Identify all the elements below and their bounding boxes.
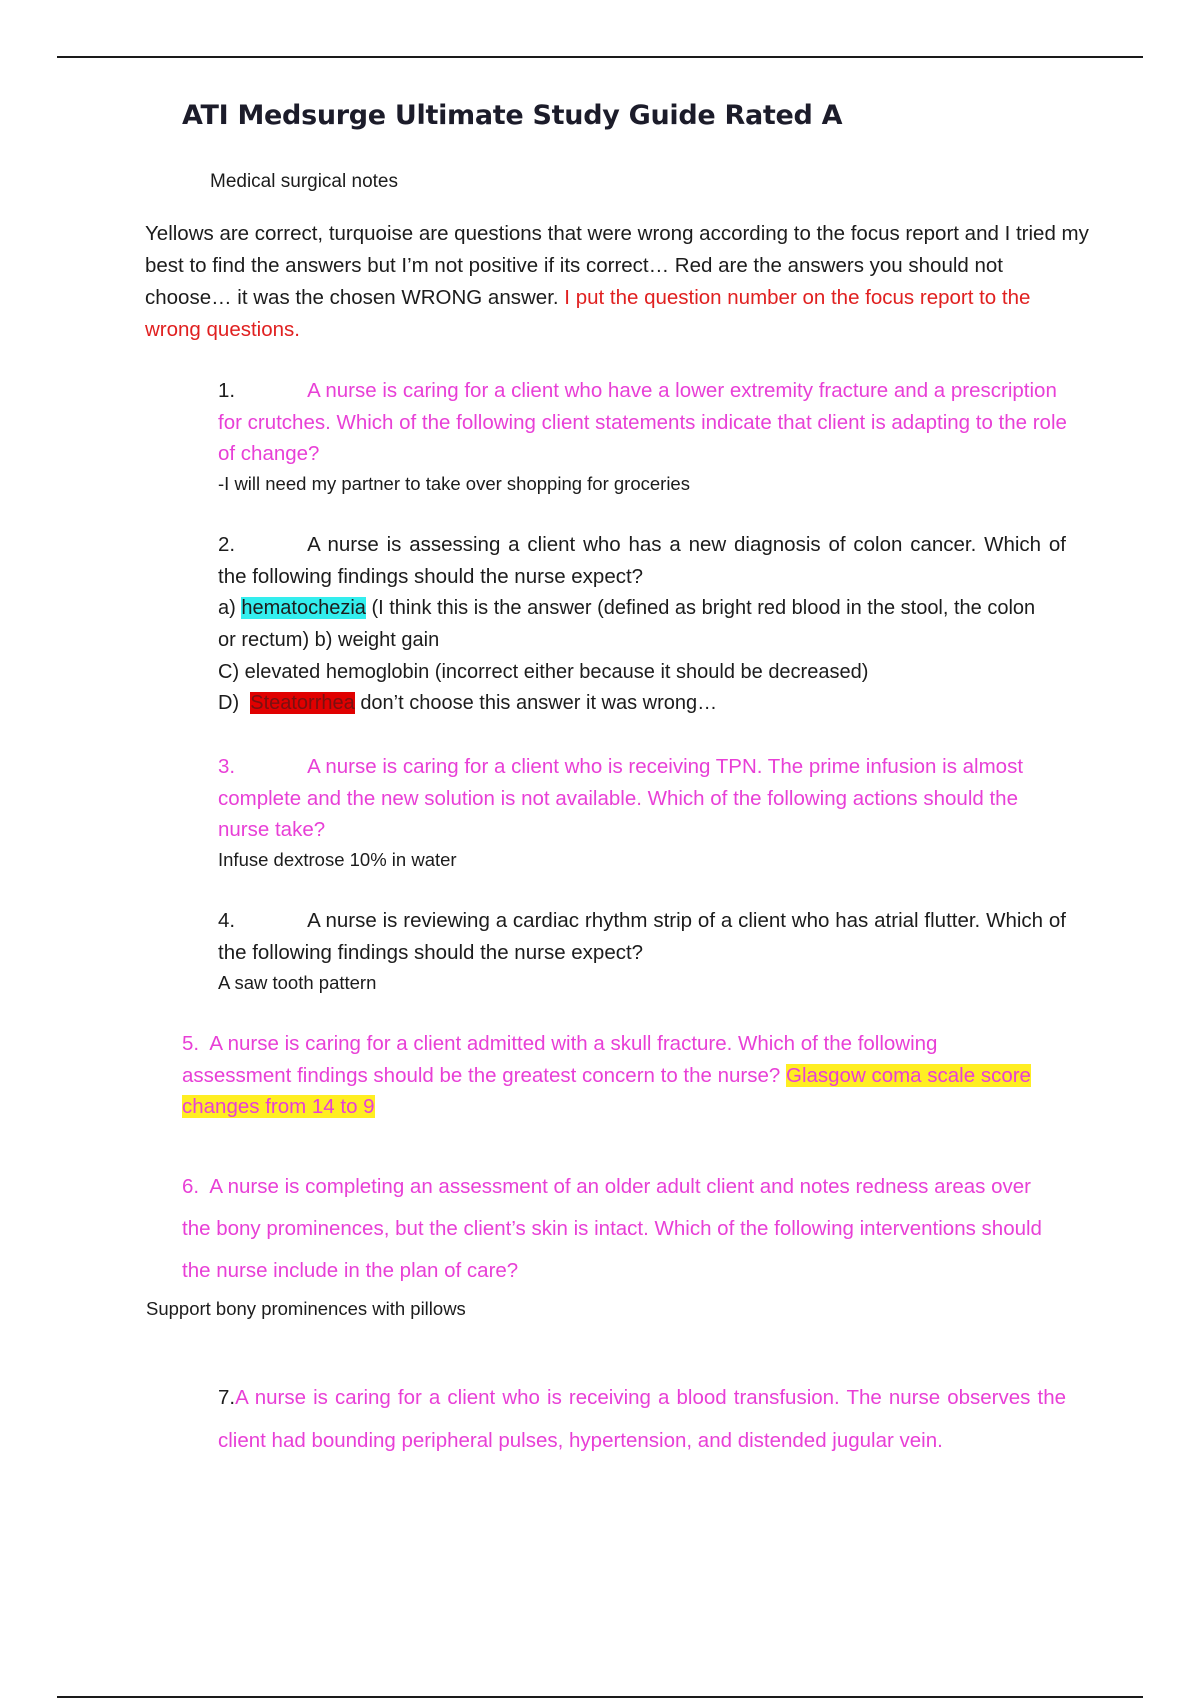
question-number: 7. [218, 1386, 236, 1409]
answer-3: Infuse dextrose 10% in water [218, 849, 457, 870]
question-5 [182, 1028, 1032, 1123]
option-d-text: don’t choose this answer it was wrong… [360, 692, 718, 714]
question-text: A nurse is assessing a client who has a new diagnosis of colon cancer. Which of the following findings should the nurse expect? [218, 533, 1066, 588]
option-a [218, 593, 1058, 656]
question-number: 4. [218, 909, 236, 932]
top-rule [57, 56, 1143, 58]
answer-1: -I will need my partner to take over shopping for groceries [218, 473, 690, 494]
document-subtitle: Medical surgical notes [210, 171, 398, 192]
question-number: 2. [218, 533, 236, 556]
question-number: 1. [218, 379, 236, 402]
question-number: 6. [182, 1175, 200, 1198]
question-text: A nurse is caring for a client admitted with a skull fracture. Which of the following assessment findings should be the greatest concern to the nurse? [182, 1032, 938, 1087]
option-d [218, 688, 717, 720]
question-text: A nurse is completing an assessment of an older adult client and notes redness areas over the bony prominences, but the client’s skin is intact. Which of the following interventions should the nurse include in the plan of care? [182, 1175, 1042, 1282]
question-text: A nurse is caring for a client who have a lower extremity fracture and a prescription for crutches. Which of the following client statements indicate that client is adapting to the role of change? [218, 379, 1067, 465]
answer-highlight: Glasgow coma scale score changes from 14 to 9 [182, 1063, 1031, 1118]
question-text: A nurse is caring for a client who is receiving TPN. The prime infusion is almost complete and the new solution is not available. Which of the following actions should the nurse take? [218, 755, 1024, 841]
answer-4: A saw tooth pattern [218, 972, 377, 993]
option-a-prefix: a) [218, 597, 236, 619]
option-a-highlight: hematochezia [241, 597, 366, 619]
question-text: A nurse is reviewing a cardiac rhythm strip of a client who has atrial flutter. Which of the following findings should the nurse expect? [218, 909, 1066, 964]
option-d-prefix: D) [218, 692, 240, 714]
document-title: ATI Medsurge Ultimate Study Guide Rated A [182, 100, 843, 131]
intro-red-note: I put the question number on the focus report to the wrong questions. [145, 286, 1031, 341]
bottom-rule [57, 1696, 1143, 1698]
question-4 [218, 905, 1066, 968]
option-c: C) elevated hemoglobin (incorrect either because it should be decreased) [218, 661, 869, 683]
question-1 [218, 375, 1078, 470]
answer-6: Support bony prominences with pillows [146, 1298, 466, 1319]
intro-text: Yellows are correct, turquoise are questions that were wrong according to the focus report and I tried my best to find the answers but I’m not positive if its correct… Red are the answers you should not choose… it was the chosen WRONG answer. [145, 222, 1089, 309]
question-6 [182, 1166, 1042, 1292]
question-text: A nurse is caring for a client who is receiving a blood transfusion. The nurse observes the client had bounding peripheral pulses, hypertension, and distended jugular vein. [218, 1386, 1066, 1452]
question-number: 5. [182, 1032, 200, 1055]
question-number: 3. [218, 755, 236, 778]
option-a-text: (I think this is the answer (defined as bright red blood in the stool, the colon or rectum) b) weight gain [218, 597, 1036, 651]
question-3 [218, 751, 1068, 846]
question-7 [218, 1376, 1066, 1462]
option-d-highlight: Steatorrhea [250, 692, 355, 714]
intro-paragraph [145, 218, 1090, 346]
question-2 [218, 529, 1066, 592]
